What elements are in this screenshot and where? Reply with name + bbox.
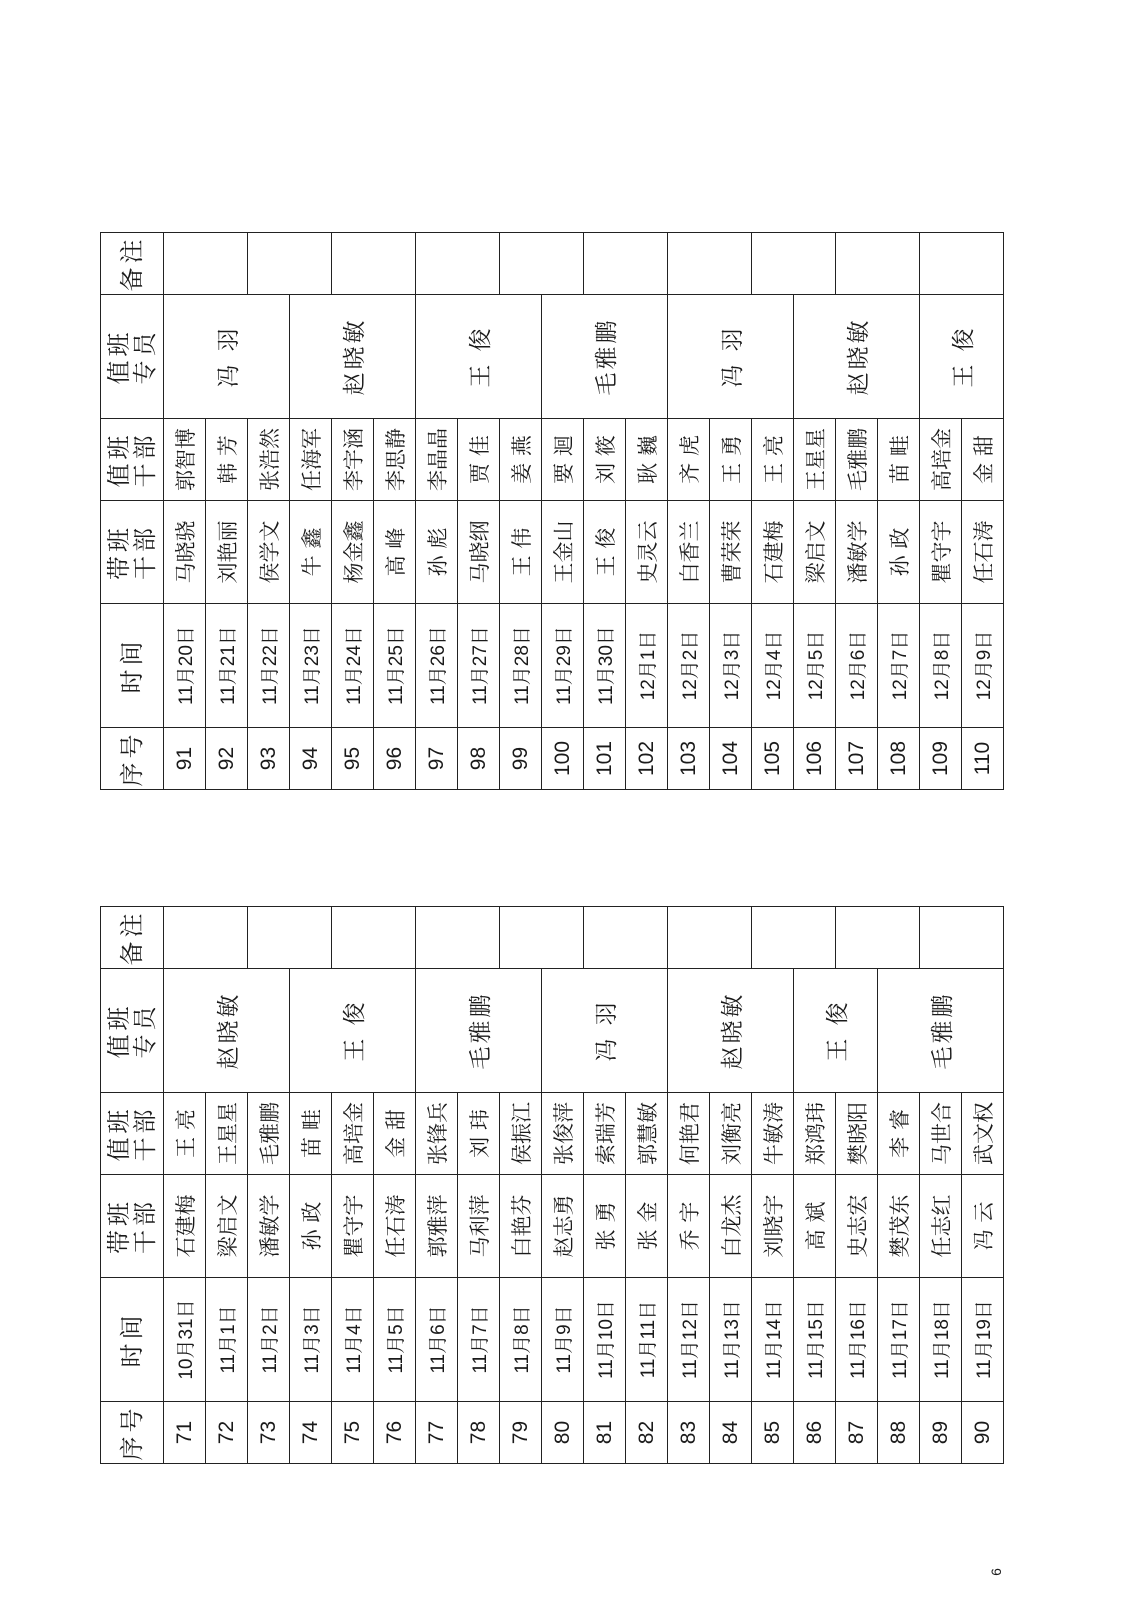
cell-duty: 郭慧敏 — [626, 1093, 668, 1175]
cell-duty: 要 迴 — [542, 419, 584, 501]
cell-date: 12月2日 — [668, 604, 710, 728]
cell-specialist: 冯 羽 — [668, 295, 794, 419]
cell-specialist: 赵晓敏 — [668, 969, 794, 1093]
cell-duty: 李 睿 — [878, 1093, 920, 1175]
cell-date: 11月13日 — [710, 1278, 752, 1402]
cell-note — [500, 233, 584, 295]
table-row — [290, 907, 332, 1464]
cell-seq: 86 — [794, 1402, 836, 1464]
cell-note — [920, 907, 1004, 969]
cell-lead: 侯学文 — [248, 501, 290, 604]
cell-lead: 王 伟 — [500, 501, 542, 604]
cell-seq: 97 — [416, 728, 458, 790]
cell-duty: 耿 巍 — [626, 419, 668, 501]
table-row — [668, 907, 710, 1464]
cell-lead: 刘晓宇 — [752, 1175, 794, 1278]
header-spec-line2: 专员 — [131, 328, 159, 385]
cell-seq: 94 — [290, 728, 332, 790]
cell-seq: 72 — [206, 1402, 248, 1464]
header-duty-line1: 值班 — [104, 1105, 133, 1162]
cell-lead: 瞿守宇 — [920, 501, 962, 604]
cell-seq: 85 — [752, 1402, 794, 1464]
cell-specialist: 赵晓敏 — [290, 295, 416, 419]
cell-lead: 潘敏学 — [248, 1175, 290, 1278]
cell-specialist: 王 俊 — [290, 969, 416, 1093]
cell-duty: 侯振江 — [500, 1093, 542, 1175]
cell-specialist: 毛雅鹏 — [542, 295, 668, 419]
cell-lead: 王金山 — [542, 501, 584, 604]
cell-lead: 曹荣荣 — [710, 501, 752, 604]
cell-lead: 刘艳丽 — [206, 501, 248, 604]
cell-note — [752, 233, 836, 295]
cell-note — [836, 233, 920, 295]
table-row — [920, 233, 962, 790]
cell-duty: 毛雅鹏 — [836, 419, 878, 501]
cell-lead: 孙 彪 — [416, 501, 458, 604]
cell-note — [248, 907, 332, 969]
cell-date: 12月5日 — [794, 604, 836, 728]
cell-lead: 杨金鑫 — [332, 501, 374, 604]
cell-seq: 74 — [290, 1402, 332, 1464]
header-spec-line1: 值班 — [104, 328, 133, 385]
cell-duty: 王 亮 — [164, 1093, 206, 1175]
cell-date: 11月18日 — [920, 1278, 962, 1402]
cell-seq: 105 — [752, 728, 794, 790]
cell-specialist: 王 俊 — [920, 295, 1004, 419]
header-duty — [101, 419, 164, 501]
duty-roster-table-right — [100, 232, 1004, 790]
header-seq: 序号 — [101, 728, 164, 790]
cell-duty: 姜 燕 — [500, 419, 542, 501]
cell-lead: 梁启文 — [206, 1175, 248, 1278]
header-lead — [101, 1175, 164, 1278]
cell-note — [332, 907, 416, 969]
cell-lead: 赵志勇 — [542, 1175, 584, 1278]
cell-seq: 91 — [164, 728, 206, 790]
cell-date: 11月28日 — [500, 604, 542, 728]
cell-lead: 张 金 — [626, 1175, 668, 1278]
cell-note — [416, 907, 500, 969]
table-row — [542, 907, 584, 1464]
cell-date: 11月22日 — [248, 604, 290, 728]
header-note: 备注 — [101, 233, 164, 295]
cell-duty: 郭智博 — [164, 419, 206, 501]
cell-date: 12月9日 — [962, 604, 1004, 728]
header-duty-line1: 值班 — [104, 431, 133, 488]
cell-note — [920, 233, 1004, 295]
cell-seq: 73 — [248, 1402, 290, 1464]
cell-date: 11月14日 — [752, 1278, 794, 1402]
cell-lead: 马利萍 — [458, 1175, 500, 1278]
cell-note — [500, 907, 584, 969]
cell-lead: 潘敏学 — [836, 501, 878, 604]
cell-seq: 93 — [248, 728, 290, 790]
header-date: 时间 — [101, 604, 164, 728]
cell-date: 11月30日 — [584, 604, 626, 728]
cell-date: 11月1日 — [206, 1278, 248, 1402]
cell-specialist: 赵晓敏 — [164, 969, 290, 1093]
cell-note — [752, 907, 836, 969]
cell-date: 12月1日 — [626, 604, 668, 728]
cell-date: 11月4日 — [332, 1278, 374, 1402]
header-spec-line2: 专员 — [131, 1002, 159, 1059]
page-number: 6 — [987, 1568, 1004, 1576]
header-duty — [101, 1093, 164, 1175]
cell-lead: 牛 鑫 — [290, 501, 332, 604]
cell-lead: 王 俊 — [584, 501, 626, 604]
cell-date: 11月7日 — [458, 1278, 500, 1402]
header-lead-line2: 干部 — [131, 1198, 159, 1254]
cell-duty: 高培金 — [332, 1093, 374, 1175]
cell-note — [584, 233, 668, 295]
cell-date: 11月21日 — [206, 604, 248, 728]
cell-seq: 101 — [584, 728, 626, 790]
cell-seq: 82 — [626, 1402, 668, 1464]
cell-duty: 李晶晶 — [416, 419, 458, 501]
header-spec-line1: 值班 — [104, 1002, 133, 1059]
header-date: 时间 — [101, 1278, 164, 1402]
cell-duty: 高培金 — [920, 419, 962, 501]
cell-note — [164, 907, 248, 969]
cell-lead: 樊茂东 — [878, 1175, 920, 1278]
cell-lead: 白艳芬 — [500, 1175, 542, 1278]
cell-seq: 71 — [164, 1402, 206, 1464]
cell-seq: 104 — [710, 728, 752, 790]
header-row — [101, 907, 164, 1464]
cell-duty: 贾 佳 — [458, 419, 500, 501]
cell-date: 11月17日 — [878, 1278, 920, 1402]
cell-duty: 韩 芳 — [206, 419, 248, 501]
cell-seq: 78 — [458, 1402, 500, 1464]
cell-date: 11月6日 — [416, 1278, 458, 1402]
cell-seq: 89 — [920, 1402, 962, 1464]
cell-duty: 牛敏涛 — [752, 1093, 794, 1175]
cell-date: 11月11日 — [626, 1278, 668, 1402]
cell-seq: 79 — [500, 1402, 542, 1464]
header-specialist — [101, 969, 164, 1093]
cell-duty: 何艳君 — [668, 1093, 710, 1175]
cell-duty: 张浩然 — [248, 419, 290, 501]
cell-specialist: 冯 羽 — [542, 969, 668, 1093]
cell-duty: 王星星 — [206, 1093, 248, 1175]
cell-duty: 金 甜 — [962, 419, 1004, 501]
cell-lead: 张 勇 — [584, 1175, 626, 1278]
cell-lead: 高 峰 — [374, 501, 416, 604]
cell-lead: 瞿守宇 — [332, 1175, 374, 1278]
cell-note — [668, 233, 752, 295]
cell-date: 11月15日 — [794, 1278, 836, 1402]
cell-duty: 武文权 — [962, 1093, 1004, 1175]
cell-duty: 郑鸿玮 — [794, 1093, 836, 1175]
cell-seq: 75 — [332, 1402, 374, 1464]
table-row — [416, 233, 458, 790]
cell-date: 11月27日 — [458, 604, 500, 728]
cell-seq: 108 — [878, 728, 920, 790]
cell-date: 12月8日 — [920, 604, 962, 728]
cell-lead: 乔 宇 — [668, 1175, 710, 1278]
cell-date: 11月3日 — [290, 1278, 332, 1402]
cell-date: 11月9日 — [542, 1278, 584, 1402]
cell-seq: 81 — [584, 1402, 626, 1464]
cell-date: 11月23日 — [290, 604, 332, 728]
cell-seq: 83 — [668, 1402, 710, 1464]
header-lead-line1: 带班 — [104, 524, 133, 580]
cell-seq: 99 — [500, 728, 542, 790]
cell-date: 11月29日 — [542, 604, 584, 728]
cell-duty: 刘衡亮 — [710, 1093, 752, 1175]
header-lead — [101, 501, 164, 604]
cell-duty: 刘 筱 — [584, 419, 626, 501]
cell-lead: 马晓纲 — [458, 501, 500, 604]
cell-lead: 任石涛 — [962, 501, 1004, 604]
cell-lead: 郭雅萍 — [416, 1175, 458, 1278]
cell-date: 10月31日 — [164, 1278, 206, 1402]
cell-duty: 樊晓阳 — [836, 1093, 878, 1175]
cell-lead: 史志宏 — [836, 1175, 878, 1278]
cell-specialist: 王 俊 — [416, 295, 542, 419]
header-seq: 序号 — [101, 1402, 164, 1464]
cell-duty: 索瑞芳 — [584, 1093, 626, 1175]
cell-seq: 77 — [416, 1402, 458, 1464]
cell-duty: 金 甜 — [374, 1093, 416, 1175]
cell-seq: 106 — [794, 728, 836, 790]
cell-lead: 史灵云 — [626, 501, 668, 604]
cell-lead: 任志红 — [920, 1175, 962, 1278]
cell-note — [836, 907, 920, 969]
duty-roster-table-left — [100, 906, 1004, 1464]
cell-note — [416, 233, 500, 295]
cell-date: 11月8日 — [500, 1278, 542, 1402]
cell-lead: 孙 政 — [290, 1175, 332, 1278]
table-row — [542, 233, 584, 790]
cell-lead: 高 斌 — [794, 1175, 836, 1278]
header-note: 备注 — [101, 907, 164, 969]
cell-seq: 110 — [962, 728, 1004, 790]
cell-lead: 冯 云 — [962, 1175, 1004, 1278]
table-row — [290, 233, 332, 790]
cell-seq: 103 — [668, 728, 710, 790]
cell-note — [668, 907, 752, 969]
cell-duty: 王 勇 — [710, 419, 752, 501]
cell-duty: 齐 虎 — [668, 419, 710, 501]
cell-lead: 白龙杰 — [710, 1175, 752, 1278]
cell-note — [584, 907, 668, 969]
header-lead-line1: 带班 — [104, 1198, 133, 1254]
cell-date: 12月3日 — [710, 604, 752, 728]
cell-seq: 80 — [542, 1402, 584, 1464]
cell-duty: 毛雅鹏 — [248, 1093, 290, 1175]
cell-duty: 苗 畦 — [878, 419, 920, 501]
cell-seq: 107 — [836, 728, 878, 790]
cell-specialist: 毛雅鹏 — [416, 969, 542, 1093]
cell-note — [332, 233, 416, 295]
cell-duty: 张锋兵 — [416, 1093, 458, 1175]
cell-lead: 石建梅 — [164, 1175, 206, 1278]
cell-date: 11月10日 — [584, 1278, 626, 1402]
cell-lead: 马晓骁 — [164, 501, 206, 604]
cell-lead: 白香兰 — [668, 501, 710, 604]
cell-date: 12月6日 — [836, 604, 878, 728]
cell-duty: 李宇涵 — [332, 419, 374, 501]
cell-date: 11月25日 — [374, 604, 416, 728]
cell-seq: 95 — [332, 728, 374, 790]
cell-note — [248, 233, 332, 295]
cell-duty: 李思静 — [374, 419, 416, 501]
table-row — [794, 233, 836, 790]
header-row — [101, 233, 164, 790]
cell-specialist: 冯 羽 — [164, 295, 290, 419]
cell-lead: 孙 政 — [878, 501, 920, 604]
cell-date: 11月2日 — [248, 1278, 290, 1402]
cell-duty: 苗 畦 — [290, 1093, 332, 1175]
table-row — [668, 233, 710, 790]
cell-date: 11月5日 — [374, 1278, 416, 1402]
cell-seq: 87 — [836, 1402, 878, 1464]
header-specialist — [101, 295, 164, 419]
cell-date: 11月20日 — [164, 604, 206, 728]
cell-date: 12月7日 — [878, 604, 920, 728]
header-duty-line2: 干部 — [131, 431, 159, 488]
cell-seq: 100 — [542, 728, 584, 790]
cell-seq: 109 — [920, 728, 962, 790]
cell-lead: 任石涛 — [374, 1175, 416, 1278]
cell-date: 11月24日 — [332, 604, 374, 728]
cell-lead: 梁启文 — [794, 501, 836, 604]
table-row — [164, 907, 206, 1464]
table-row — [416, 907, 458, 1464]
cell-seq: 84 — [710, 1402, 752, 1464]
cell-duty: 王 亮 — [752, 419, 794, 501]
table-row — [878, 907, 920, 1464]
header-lead-line2: 干部 — [131, 524, 159, 580]
cell-date: 11月12日 — [668, 1278, 710, 1402]
cell-specialist: 赵晓敏 — [794, 295, 920, 419]
table-row — [794, 907, 836, 1464]
cell-lead: 石建梅 — [752, 501, 794, 604]
cell-seq: 102 — [626, 728, 668, 790]
cell-specialist: 王 俊 — [794, 969, 878, 1093]
cell-date: 11月16日 — [836, 1278, 878, 1402]
header-duty-line2: 干部 — [131, 1105, 159, 1162]
cell-date: 11月26日 — [416, 604, 458, 728]
cell-seq: 96 — [374, 728, 416, 790]
cell-seq: 92 — [206, 728, 248, 790]
cell-date: 11月19日 — [962, 1278, 1004, 1402]
cell-duty: 马世合 — [920, 1093, 962, 1175]
cell-duty: 任海军 — [290, 419, 332, 501]
cell-seq: 76 — [374, 1402, 416, 1464]
cell-duty: 刘 玮 — [458, 1093, 500, 1175]
cell-duty: 王星星 — [794, 419, 836, 501]
cell-seq: 90 — [962, 1402, 1004, 1464]
cell-date: 12月4日 — [752, 604, 794, 728]
cell-seq: 98 — [458, 728, 500, 790]
cell-seq: 88 — [878, 1402, 920, 1464]
cell-specialist: 毛雅鹏 — [878, 969, 1004, 1093]
table-row — [164, 233, 206, 790]
cell-note — [164, 233, 248, 295]
cell-duty: 张俊萍 — [542, 1093, 584, 1175]
